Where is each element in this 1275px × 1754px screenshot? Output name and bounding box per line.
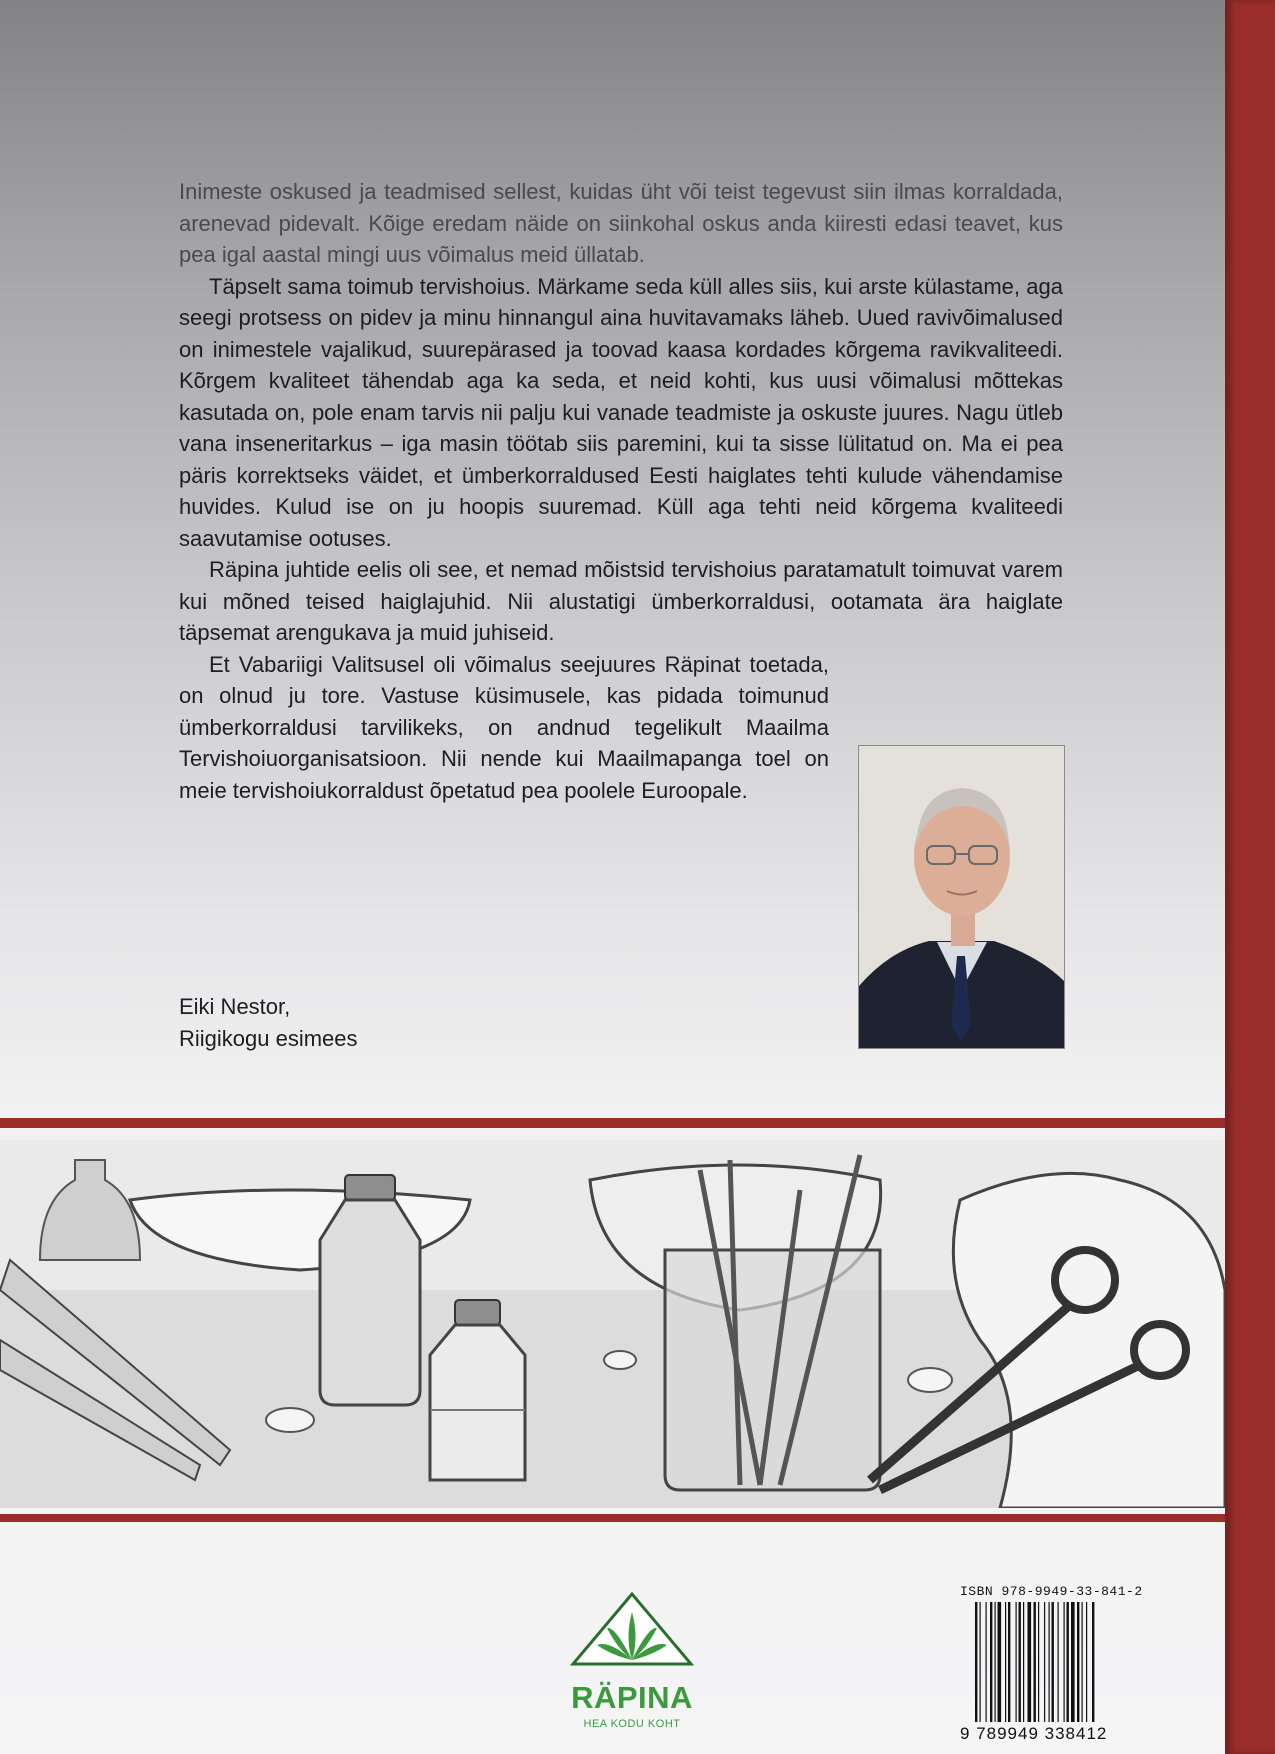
isbn-label: ISBN 978-9949-33-841-2	[960, 1584, 1143, 1599]
paragraph-3: Räpina juhtide eelis oli see, et nemad mõistsid tervishoius paratamatult toimuvat varem kui mõned teised haiglajuhid. Nii alustatigi ümberkorraldusi, ootamata ära haiglate täpsemat arengukava ja muid juhiseid.	[179, 557, 1063, 645]
author-title: Riigikogu esimees	[179, 1026, 358, 1051]
logo-wordmark: RÄPINA	[571, 1680, 693, 1715]
leaf-triangle-icon	[567, 1590, 697, 1680]
paragraph-4: Et Vabariigi Valitsusel oli võimalus seejuures Räpinat toetada, on olnud ju tore. Vastuse küsimusele, kas pidada toimunud ümberkorraldusi tarvilikeks, on andnud tegelikult Maailma Tervishoiuorganisatsioon. Nii nende kui Maailmapanga toel on meie tervishoiukorraldust õpetatud pea poolele Euroopale.	[179, 651, 829, 803]
barcode-digits: 9 789949 338412	[960, 1724, 1108, 1743]
paragraph-1: Inimeste oskused ja teadmised sellest, kuidas üht või teist tegevust siin ilmas korraldada, arenevad pidevalt. Kõige eredam näide on siinkohal oskus anda kiiresti edasi teavet, kus pea igal aastal mingi uus võimalus meid üllatab.	[179, 179, 1063, 267]
author-portrait	[858, 745, 1065, 1049]
barcode	[975, 1602, 1123, 1722]
signature	[179, 991, 358, 1055]
medical-still-life-illustration	[0, 1140, 1225, 1508]
band-divider-top	[0, 1118, 1225, 1128]
band-divider-bottom	[0, 1514, 1225, 1522]
logo-tagline: HEA KODU KOHT	[583, 1718, 681, 1730]
rapina-logo	[567, 1590, 697, 1740]
paragraph-2: Täpselt sama toimub tervishoius. Märkame seda küll alles siis, kui arste külastame, aga seegi protsess on pidev ja minu hinnangul aina huvitavamaks läheb. Uued ravivõimalused on inimestele vajalikud, suurepärased ja toovad kaasa kordades kõrgema ravikvaliteedi. Kõrgem kvaliteet tähendab aga ka seda, et neid kohti, kus uusi võimalusi mõttekas kasutada on, pole enam tarvis nii palju kui vanade teadmiste ja oskuste juures. Nagu ütleb vana inseneritarkus – iga masin töötab siis paremini, kui ta sisse lülitatud on. Ma ei pea päris korrektseks väidet, et ümberkorraldused Eesti haiglates tehti kulude vähendamise huvides. Kulud ise on ju hoopis suuremad. Küll aga tehti neid kõrgema kvaliteedi saavutamise ootuses.	[179, 273, 1063, 551]
spine-edge	[1225, 0, 1275, 1754]
foreword-text	[179, 176, 1063, 806]
author-name: Eiki Nestor,	[179, 994, 291, 1019]
